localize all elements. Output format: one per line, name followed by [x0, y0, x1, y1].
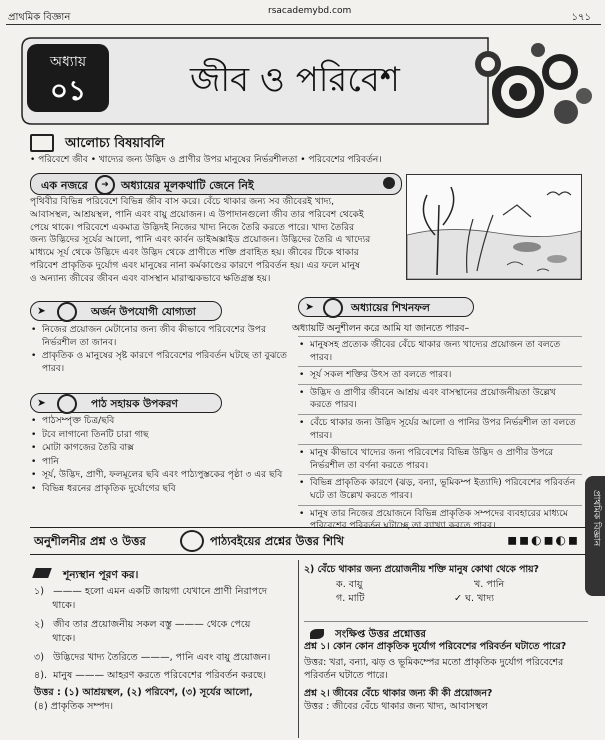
short-title: সংক্ষিপ্ত উত্তর প্রশ্নোত্তর: [335, 629, 426, 640]
target-icon: [57, 302, 77, 322]
pen-icon: [180, 530, 204, 552]
fill-answer-2: (৪) প্রাকৃতিক সম্পদ।: [34, 700, 114, 712]
chevron-right-icon: ➤: [305, 301, 314, 313]
chevron-right-icon: ➤: [37, 397, 46, 409]
glance-line: পৃথিবীর বিভিন্ন পরিবেশে বিভিন্ন জীব বাস করে। বেঁচে থাকার জন্য সব জীবেরই খাদ্য,: [30, 196, 335, 207]
pencil-icon: [32, 568, 52, 578]
competency-list: [30, 324, 288, 376]
fill-item: থাকে।: [34, 632, 76, 644]
list-item: • পানি: [30, 456, 288, 469]
short-answer-1: উত্তর: খরা, বন্যা, ঝড় ও ভূমিকম্পের মতো প্রাকৃতিক দুর্যোগ পরিবেশের পরিবর্তন ঘটাতে পারে।: [304, 656, 564, 682]
glance-line: মাধ্যমে সূর্য থেকে উদ্ভিদে এবং উদ্ভিদ থেকে প্রাণীতে শক্তি প্রবাহিত হয়। জীবের টিকে থাকার: [30, 247, 359, 259]
fill-header: [34, 563, 138, 585]
side-tab-label: প্রাথমিক বিজ্ঞান: [591, 490, 601, 547]
practice-right-title: পাঠ্যবইয়ের প্রশ্নের উত্তর শিখি: [210, 534, 344, 548]
glance-line: ও অন্যান্য জীবের জীবন এবং বাসস্থান মারাত্মকভাবে ক্ষতিগ্রস্ত হয়।: [30, 272, 271, 284]
header-rule: [6, 24, 601, 25]
glance-header: [30, 173, 402, 195]
competency-header: [30, 301, 222, 321]
page-header: [8, 6, 597, 24]
fill-item: ৪). মানুষ ——— আহরণ করতে পরিবেশের পরিবর্তন করছে।: [34, 669, 267, 681]
short-question-2: প্রশ্ন ২। জীবের বেঁচে থাকার জন্য কী কী প্রয়োজন?: [304, 687, 493, 699]
glance-subtitle: অধ্যায়ের মূলকথাটি জেনে নিই: [121, 179, 254, 192]
glance-paragraph: [30, 196, 400, 286]
list-item: • সূর্য, উদ্ভিদ, প্রাণী, ফলমূলের ছবি এবং পাঠ্যপুস্তকের পৃষ্ঠা ৩ এর ছবি: [30, 469, 288, 482]
list-item: • বেঁচে থাকার জন্য উদ্ভিদ সূর্যের আলো ও পানির উপর নির্ভরশীল তা বলতে পারব।: [298, 414, 582, 444]
book-icon: [323, 298, 343, 318]
glance-line: পরিবেশ প্রাকৃতিক দুর্যোগ এবং মানুষের নানা কর্মকাণ্ডের কারণে পরিবর্তন হয়। এর ফলে মানুষ: [30, 259, 361, 271]
competency-title: অর্জন উপযোগী যোগ্যতা: [91, 306, 196, 318]
short-qa: [304, 640, 586, 714]
short-answer-2: উত্তর : জীবের বেঁচে থাকার জন্য খাদ্য, আবাসস্থল: [304, 701, 488, 713]
chevron-down-icon: [383, 177, 395, 189]
glance-line: জন্য উদ্ভিদের সূর্যের আলো, পানি এবং কার্বন ডাইঅক্সাইড প্রয়োজন। উদ্ভিদের তৈরি এ খাদ্যের: [30, 234, 371, 246]
book-title: প্রাথমিক বিজ্ঞান: [8, 12, 71, 23]
materials-list: [30, 415, 288, 497]
fill-item: ৩) উদ্ভিদের খাদ্য তৈরিতে ———, পানি এবং বায়ু প্রয়োজন।: [34, 652, 271, 663]
arrow-circle-icon: ➜: [95, 175, 115, 195]
mcq-option-c[interactable]: গ. মাটি: [336, 592, 365, 604]
list-item: • মানুষসহ প্রত্যেক জীবের বেঁচে থাকার জন্য খাদ্যের প্রয়োজন তা বলতে পারব।: [298, 336, 582, 366]
glance-line: পেয়ে থাকে। পরিবেশে একমাত্র উদ্ভিদই নিজের খাদ্য নিজে তৈরি করতে পারে। খাদ্য তৈরির: [30, 221, 355, 233]
column-divider: [298, 560, 299, 738]
topics-heading: আলোচ্য বিষয়াবলি: [65, 136, 165, 151]
outcomes-list: [298, 336, 582, 535]
list-item: • পাঠসম্পৃক্ত চিত্র/ছবি: [30, 415, 288, 428]
list-item: • মানুষ তার নিজের প্রয়োজনে বিভিন্ন প্রাকৃতিক সম্পদের ব্যবহারের মাধ্যমে পরিবেশের পরিবর্তন ঘটাচ্ছে তা ব্যাখ্যা করতে পারব।: [298, 505, 582, 535]
list-item: • নিজের প্রয়োজন মেটানোর জন্য জীব কীভাবে পরিবেশের উপর নির্ভরশীল তা জানব।: [30, 324, 288, 349]
mcq-options: [336, 578, 576, 605]
short-header: [304, 621, 588, 638]
practice-left-title: অনুশীলনীর প্রশ্ন ও উত্তর: [34, 534, 146, 548]
fill-list: [34, 585, 292, 713]
mcq-option-d[interactable]: ✓ ঘ. খাদ্য: [454, 592, 495, 604]
list-item: • সূর্য সকল শক্তির উৎস তা বলতে পারব।: [298, 366, 582, 384]
fill-item: ২) জীব তার প্রয়োজনীয় সকল বস্তু ——— থেকে পেয়ে: [34, 619, 251, 630]
fill-title: শূন্যস্থান পূরণ কর।: [63, 569, 139, 581]
page-number: ১৭১: [571, 12, 591, 23]
mcq-option-a[interactable]: ক. বায়ু: [336, 579, 363, 590]
materials-header: [30, 393, 222, 413]
book-icon: [30, 134, 54, 152]
leaf-icon: [310, 629, 324, 639]
activity-icons: ◼◼◐◼◐◼: [507, 533, 580, 547]
mcq-question: ২) বেঁচে থাকার জন্য প্রয়োজনীয় শক্তি মানুষ কোথা থেকে পায়?: [304, 564, 539, 575]
materials-title: পাঠ সহায়ক উপকরণ: [91, 398, 178, 410]
list-item: • বিভিন্ন প্রাকৃতিক কারণে (ঝড়, বন্যা, ভূমিকম্প ইত্যাদি) পরিবেশের পরিবর্তন ঘটে তা উল্লেখ করতে পারব।: [298, 474, 582, 504]
list-item: • টবে লাগানো তিনটি চারা গাছ: [30, 429, 288, 442]
chapter-title: জীব ও পরিবেশ: [190, 60, 400, 100]
site-url[interactable]: rsacademybd.com: [268, 6, 352, 16]
side-tab[interactable]: [585, 476, 605, 596]
pond-illustration: [406, 174, 582, 280]
short-question-1: প্রশ্ন ১। কোন কোন প্রাকৃতিক দুর্যোগ পরিবেশের পরিবর্তন ঘটাতে পারে?: [304, 641, 567, 652]
fill-answer: উত্তর : (১) আশ্রয়স্থল, (২) পরিবেশ, (৩) সূর্যের আলো,: [34, 687, 253, 698]
list-item: • প্রাকৃতিক ও মানুষের সৃষ্ট কারণে পরিবেশের পরিবর্তন ঘটছে তা বুঝতে পারব।: [30, 350, 288, 375]
chapter-label: অধ্যায়: [49, 54, 87, 70]
outcomes-intro: অধ্যায়টি অনুশীলন করে আমি যা জানতে পারব–: [292, 323, 470, 334]
mcq-option-b[interactable]: খ. পানি: [474, 579, 505, 590]
gear-icon: [57, 394, 77, 414]
glance-title: এক নজরে: [41, 179, 88, 192]
fill-item: ১) ——— হলো এমন একটি জায়গা যেখানে প্রাণী নিরাপদে: [34, 586, 268, 597]
outcomes-header: [298, 297, 474, 317]
fill-item: থাকে।: [34, 599, 76, 611]
list-item: • মানুষ কীভাবে খাদ্যের জন্য পরিবেশের বিভিন্ন উদ্ভিদ ও প্রাণীর উপরে নির্ভরশীল তা বর্ণনা করতে পারব।: [298, 444, 582, 474]
chapter-number: ০১: [49, 74, 87, 107]
glance-line: আবাসস্থল, আশ্রয়স্থল, পানি এবং বায়ু প্রয়োজন। এ উপাদানগুলো জীব তার পরিবেশ থেকেই: [30, 208, 364, 220]
list-item: • উদ্ভিদ ও প্রাণীর জীবনে আশ্রয় এবং বাসস্থানের প্রয়োজনীয়তা উল্লেখ করতে পারব।: [298, 384, 582, 414]
outcomes-title: অধ্যায়ের শিখনফল: [351, 302, 430, 314]
list-item: • মোটা কাগজের তৈরি বাক্স: [30, 442, 288, 455]
chapter-badge: [27, 44, 109, 112]
chevron-right-icon: ➤: [37, 305, 46, 317]
list-item: • বিভিন্ন ধরনের প্রাকৃতিক দুর্যোগের ছবি: [30, 483, 288, 496]
practice-band: [30, 527, 586, 555]
topics-list: • পরিবেশে জীব • খাদ্যের জন্য উদ্ভিদ ও প্রাণীর উপর মানুষের নির্ভরশীলতা • পরিবেশের পরিবর্তন।: [30, 155, 382, 165]
